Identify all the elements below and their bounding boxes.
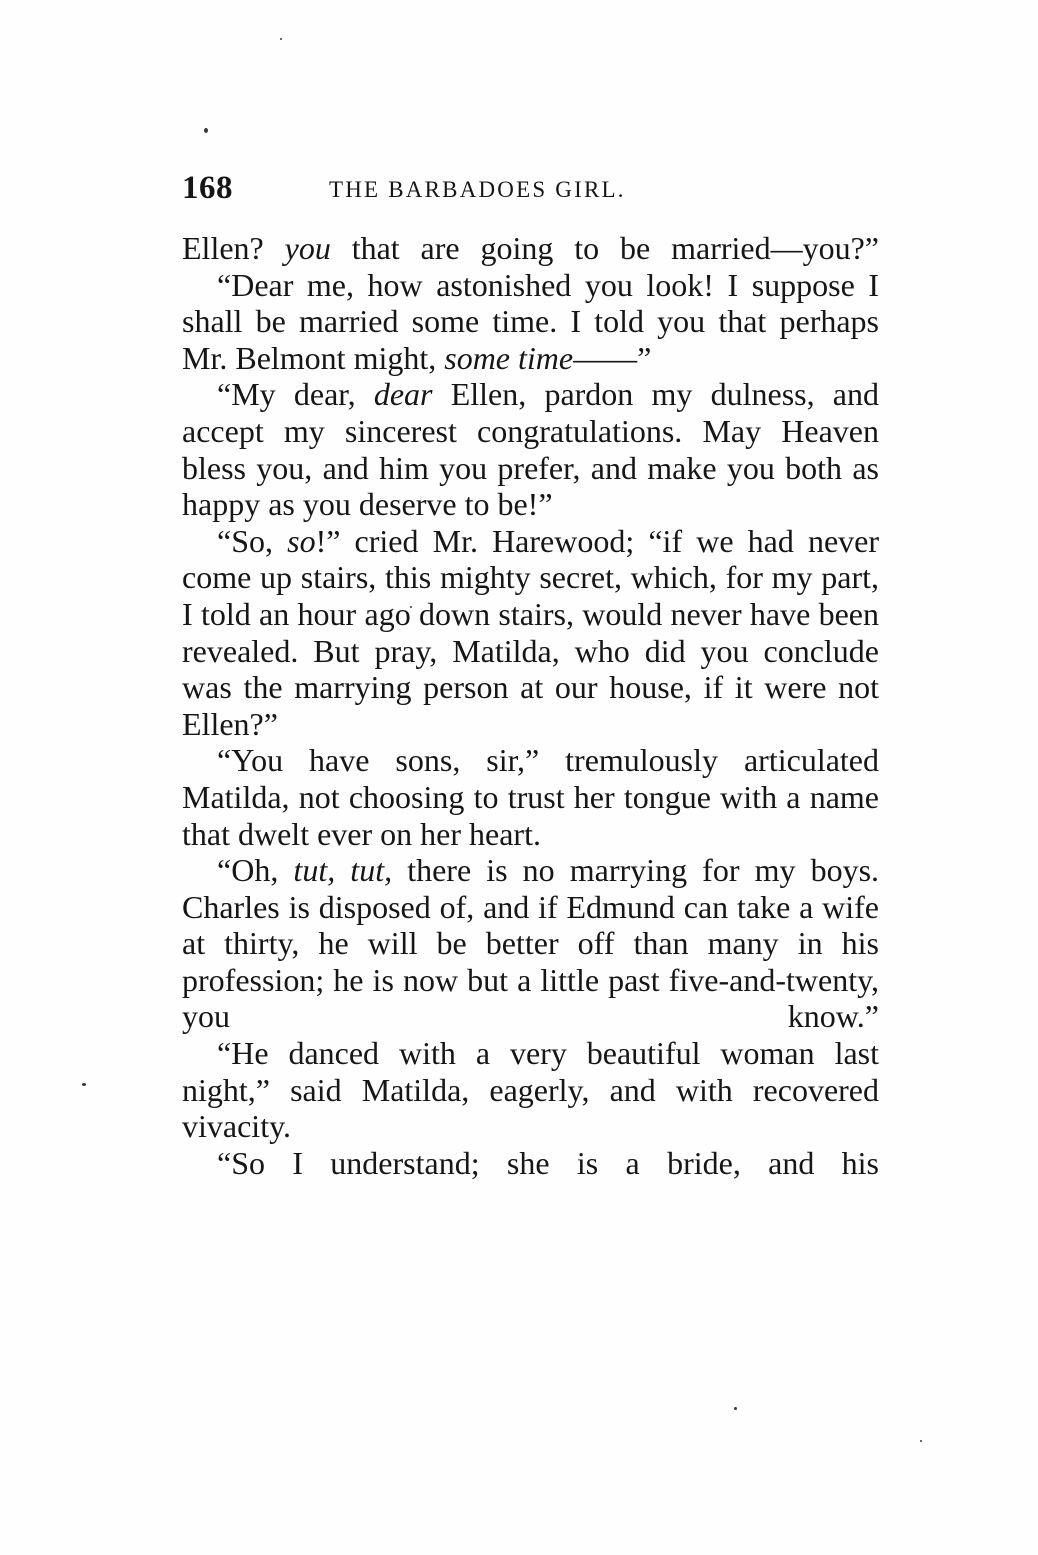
text-run: ——”: [573, 339, 652, 376]
text-run: Ellen?: [182, 230, 285, 266]
text-run: Ellen, pardon my dulness, and accept my sincerest congratulations. May Heaven bless you, and him you prefer, and make you both as happy as you deserve to be!”: [182, 376, 879, 523]
paragraph: [182, 742, 879, 852]
paragraph: [182, 267, 879, 377]
paragraph: [182, 1145, 879, 1182]
text-run: “He danced with a very beautiful woman last night,” said Matilda, eagerly, and with recovered vivacity.: [182, 1035, 879, 1145]
running-header: [182, 168, 882, 208]
paragraph: [182, 376, 879, 522]
text-run: “Dear me, how astonished you look! I suppose I shall be married some time. I told you that perhaps Mr. Belmont might,: [182, 266, 879, 376]
italic-run: dear: [373, 376, 433, 413]
text-run: “So I understand; she is a bride, and his: [217, 1144, 879, 1181]
italic-run: so: [287, 522, 316, 559]
italic-run: you: [284, 230, 331, 266]
paragraph: [182, 230, 879, 267]
text-run: that are going to be married—you?”: [330, 230, 879, 266]
paragraph: [182, 1035, 879, 1145]
paragraph: [182, 852, 879, 1035]
text-run: “My dear,: [217, 376, 374, 413]
running-title: THE BARBADOES GIRL.: [329, 177, 626, 202]
body-text: [182, 230, 879, 1181]
page-number: 168: [182, 170, 233, 206]
italic-run: tut, tut,: [293, 852, 393, 889]
text-run: !” cried Mr. Harewood; “if we had never come up stairs, this mighty secret, which, for my part, I told an hour ago down stairs, would never have been revealed. But pray, Matilda, who did you conclude was the marrying person at our house, if it were not Ellen?”: [182, 522, 880, 742]
italic-run: some time: [444, 339, 574, 376]
text-run: “You have sons, sir,” tremulously articulated Matilda, not choosing to trust her tongue with a name that dwelt ever on her heart.: [182, 742, 879, 852]
text-run: “So,: [217, 522, 288, 559]
text-run: “Oh,: [217, 852, 294, 889]
text-run: there is no marrying for my boys. Charles is disposed of, and if Edmund can take a wife at thirty, he will be better off than many in his profession; he is now but a little past five-and-twenty, you know.”: [182, 852, 880, 1035]
paragraph: [182, 523, 879, 743]
